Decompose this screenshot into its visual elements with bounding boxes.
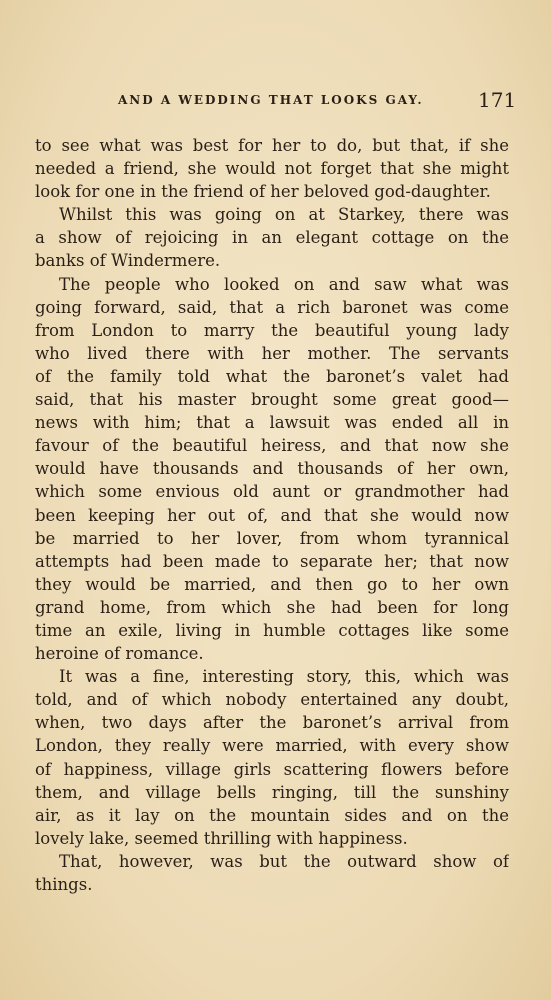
text-line: a show of rejoicing in an elegant cottage on the xyxy=(35,228,509,248)
running-head: AND A WEDDING THAT LOOKS GAY. xyxy=(118,93,424,107)
text-line: them, and village bells ringing, till the sunshiny xyxy=(35,782,509,802)
text-line: of happiness, village girls scattering flowers before xyxy=(35,759,509,779)
page-number: 171 xyxy=(478,88,517,112)
text-line: air, as it lay on the mountain sides and on the xyxy=(35,805,509,825)
text-line: look for one in the friend of her beloved god-daughter. xyxy=(35,182,491,202)
text-line: time an exile, living in humble cottages like some xyxy=(35,620,509,640)
text-line: heroine of romance. xyxy=(35,644,204,664)
text-line: to see what was best for her to do, but that, if she xyxy=(35,136,509,155)
text-line: needed a friend, she would not forget that she might xyxy=(35,159,509,179)
text-line: lovely lake, seemed thrilling with happiness. xyxy=(35,828,408,848)
text-line: of the family told what the baronet’s valet had xyxy=(35,366,509,386)
text-line: going forward, said, that a rich baronet was come xyxy=(35,297,509,317)
text-line: favour of the beautiful heiress, and that now she xyxy=(35,436,509,456)
text-line: Whilst this was going on at Starkey, there was xyxy=(59,205,509,225)
text-line: things. xyxy=(35,875,93,894)
text-line: told, and of which nobody entertained any doubt, xyxy=(35,690,509,710)
text-line: when, two days after the baronet’s arrival from xyxy=(35,713,509,733)
text-line: grand home, from which she had been for long xyxy=(35,597,509,617)
text-line: be married to her lover, from whom tyrannical xyxy=(35,528,509,548)
text-line: from London to marry the beautiful young lady xyxy=(35,320,509,340)
text-line: news with him; that a lawsuit was ended all in xyxy=(35,413,509,433)
text-line: would have thousands and thousands of her own, xyxy=(35,459,509,479)
text-line: London, they really were married, with every show xyxy=(35,736,509,756)
text-line: banks of Windermere. xyxy=(35,251,221,271)
text-line: said, that his master brought some great good— xyxy=(35,390,509,410)
text-line: attempts had been made to separate her; that now xyxy=(35,551,509,571)
body-text xyxy=(35,134,509,896)
text-line: That, however, was but the outward show of xyxy=(59,851,509,871)
text-line: which some envious old aunt or grandmother had xyxy=(35,482,509,502)
text-line: they would be married, and then go to her own xyxy=(35,574,509,594)
text-line: been keeping her out of, and that she would now xyxy=(35,505,509,525)
text-line: It was a fine, interesting story, this, which was xyxy=(59,667,509,687)
text-line: who lived there with her mother. The servants xyxy=(35,343,509,363)
text-line: The people who looked on and saw what was xyxy=(59,274,509,294)
